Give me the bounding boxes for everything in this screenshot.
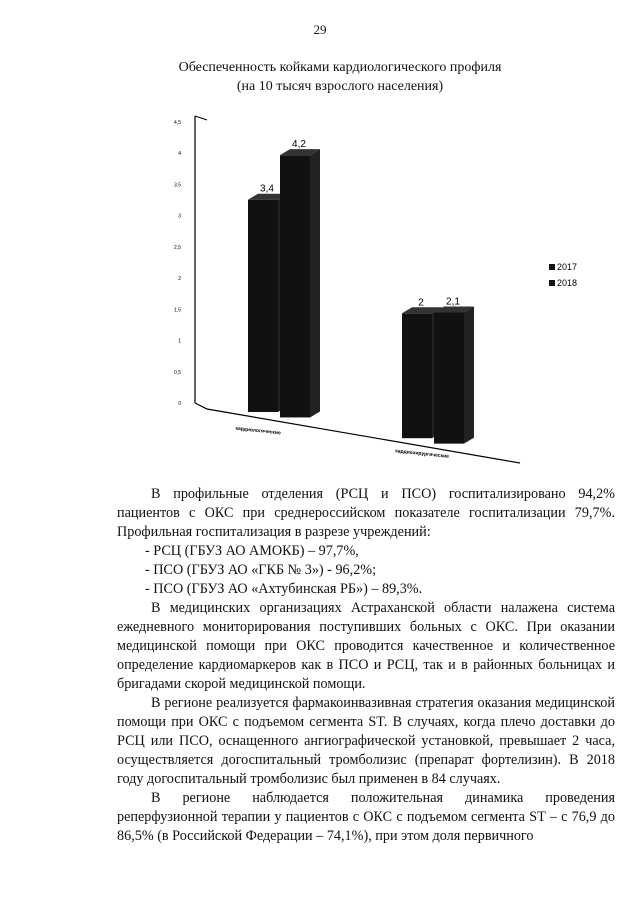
y-tick-label: 0,5	[174, 369, 181, 376]
chart-title-line-1: Обеспеченность койками кардиологического профиля	[178, 60, 502, 75]
legend-label: 2018	[557, 278, 578, 288]
chart-title-line-2: (на 10 тысяч взрослого населения)	[236, 79, 444, 94]
legend-swatch	[549, 280, 555, 286]
bar-side	[464, 306, 474, 443]
y-tick-label: 3	[178, 213, 181, 220]
y-tick-label: 0	[178, 401, 181, 407]
data-label: 3,4	[260, 183, 274, 195]
paragraph-strategy: В регионе реализуется фармакоинвазивная стратегия оказания медицинской помощи при ОКС с подъемом сегмента ST. В случаях, когда плечо доставки до РСЦ или ПСО, оснащенного ангиографической установкой, превышает 2 часа, осуществляется догоспитальный тромболизис (препарат фортелизин). В 2018 году догоспитальный тромболизис был применен в 84 случаях.	[117, 695, 615, 787]
bar	[280, 155, 310, 417]
y-tick-label: 1,5	[174, 307, 181, 314]
paragraph-hospitalization: В профильные отделения (РСЦ и ПСО) госпитализировано 94,2% пациентов с ОКС при среднероссийском показателе госпитализации 79,7%. Профильная госпитализация в разрезе учреждений:	[117, 486, 615, 540]
y-tick-label: 4	[178, 151, 181, 158]
legend-swatch	[549, 264, 555, 270]
y-tick-label: 2	[178, 276, 181, 283]
data-label: 2,1	[446, 296, 460, 308]
data-label: 2	[418, 297, 424, 309]
x-tick-label: кардиохирургические	[394, 448, 450, 460]
x-tick-label: кардиологические	[235, 425, 282, 437]
y-tick-label: 4,5	[174, 120, 181, 126]
list-item: - РСЦ (ГБУЗ АО АМОКБ) – 97,7%,	[145, 543, 359, 559]
page-number: 29	[313, 22, 327, 37]
body-text	[117, 485, 615, 846]
list-item: - ПСО (ГБУЗ АО «Ахтубинская РБ») – 89,3%.	[145, 581, 423, 597]
bar	[248, 200, 278, 412]
bar	[434, 312, 464, 443]
axis-back-edge	[195, 116, 207, 120]
y-tick-label: 2,5	[174, 244, 181, 251]
y-tick-label: 3,5	[174, 182, 181, 189]
data-label: 4,2	[292, 139, 306, 151]
y-tick-label: 1	[178, 338, 181, 345]
bar	[402, 313, 432, 438]
legend-label: 2017	[557, 262, 578, 272]
paragraph-monitoring: В медицинских организациях Астраханской области налажена система ежедневного мониторирования поступивших больных с ОКС. При оказании медицинской помощи при ОКС проводится качественное и количественное определение кардиомаркеров как в ПСО и РСЦ, так и в районных больницах и бригадами скорой медицинской помощи.	[117, 600, 615, 692]
paragraph-reperfusion: В регионе наблюдается положительная динамика проведения реперфузионной терапии у пациентов с ОКС с подъемом сегмента ST – с 76,9 до 86,5% (в Российской Федерации – 74,1%), при этом доля первичного	[117, 790, 615, 844]
list-item: - ПСО (ГБУЗ АО «ГКБ № 3») - 96,2%;	[145, 562, 377, 578]
bar-side	[310, 149, 320, 417]
